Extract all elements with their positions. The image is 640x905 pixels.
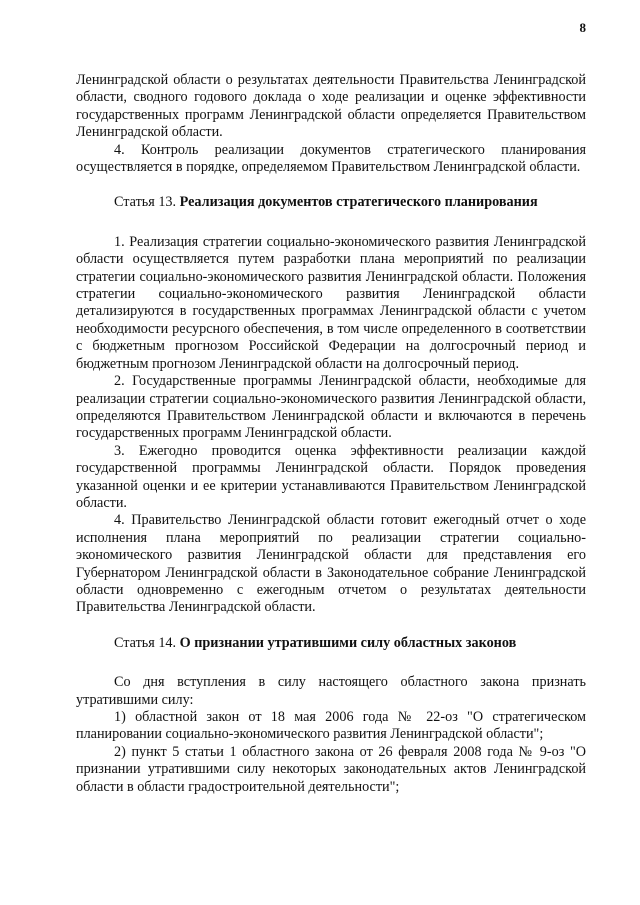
spacer: [76, 176, 586, 194]
article-13-title: Реализация документов стратегического планирования: [179, 194, 538, 211]
article-14-item-2: 2) пункт 5 статьи 1 областного закона от 26 февраля 2008 года № 9-оз "О признании утратившими силу некоторых законодательных актов Ленинградской области в области градостроительной деятельности";: [76, 743, 586, 795]
article-13-prefix: Статья 13.: [114, 194, 177, 211]
article-13-paragraph-4: 4. Правительство Ленинградской области готовит ежегодный отчет о ходе исполнения плана мероприятий по реализации стратегии социально-экономического развития Ленинградской области для представления его Губернатором Ленинградской области в Законодательное собрание Ленинградской области одновременно с ежегодным отчетом о результатах деятельности Правительства Ленинградской области.: [76, 512, 586, 616]
paragraph-continuation: Ленинградской области о результатах деятельности Правительства Ленинградской области, сводного годового доклада о ходе реализации и оценке эффективности государственных программ Ленинградской области определяется Правительством Ленинградской области.: [76, 72, 586, 141]
document-body: [76, 72, 586, 796]
article-14-title: О признании утратившими силу областных законов: [179, 634, 517, 651]
article-14-heading: [76, 635, 586, 652]
article-13-heading: [76, 194, 586, 211]
article-13-paragraph-3: 3. Ежегодно проводится оценка эффективности реализации каждой государственной программы Ленинградской области. Порядок проведения указанной оценки и ее критерии устанавливаются Правительством Ленинградской области.: [76, 442, 586, 511]
page-number: 8: [579, 20, 586, 35]
spacer: [76, 212, 586, 234]
spacer: [76, 652, 586, 674]
spacer: [76, 617, 586, 635]
document-page: [76, 0, 586, 905]
article-14-paragraph-intro: Со дня вступления в силу настоящего областного закона признать утратившими силу:: [76, 674, 586, 708]
article-14-item-1: 1) областной закон от 18 мая 2006 года № 22-оз "О стратегическом планировании социально-экономического развития Ленинградской области";: [76, 709, 586, 743]
article-13-paragraph-1: 1. Реализация стратегии социально-экономического развития Ленинградской области осуществляется путем разработки плана мероприятий по реализации стратегии социально-экономического развития Ленинградской области. Положения стратегии социально-экономического развития Ленинградской области детализируются в государственных программах Ленинградской области с учетом необходимости ресурсного обеспечения, в том числе определенного в соответствии с бюджетным прогнозом Российской Федерации на долгосрочный период и бюджетным прогнозом Ленинградской области на долгосрочный период.: [76, 233, 586, 372]
article-14-prefix: Статья 14.: [114, 634, 177, 651]
paragraph-item-4: 4. Контроль реализации документов стратегического планирования осуществляется в порядке, определяемом Правительством Ленинградской области.: [76, 141, 586, 176]
article-13-paragraph-2: 2. Государственные программы Ленинградской области, необходимые для реализации стратегии социально-экономического развития Ленинградской области, определяются Правительством Ленинградской области и включаются в перечень государственных программ Ленинградской области.: [76, 373, 586, 442]
